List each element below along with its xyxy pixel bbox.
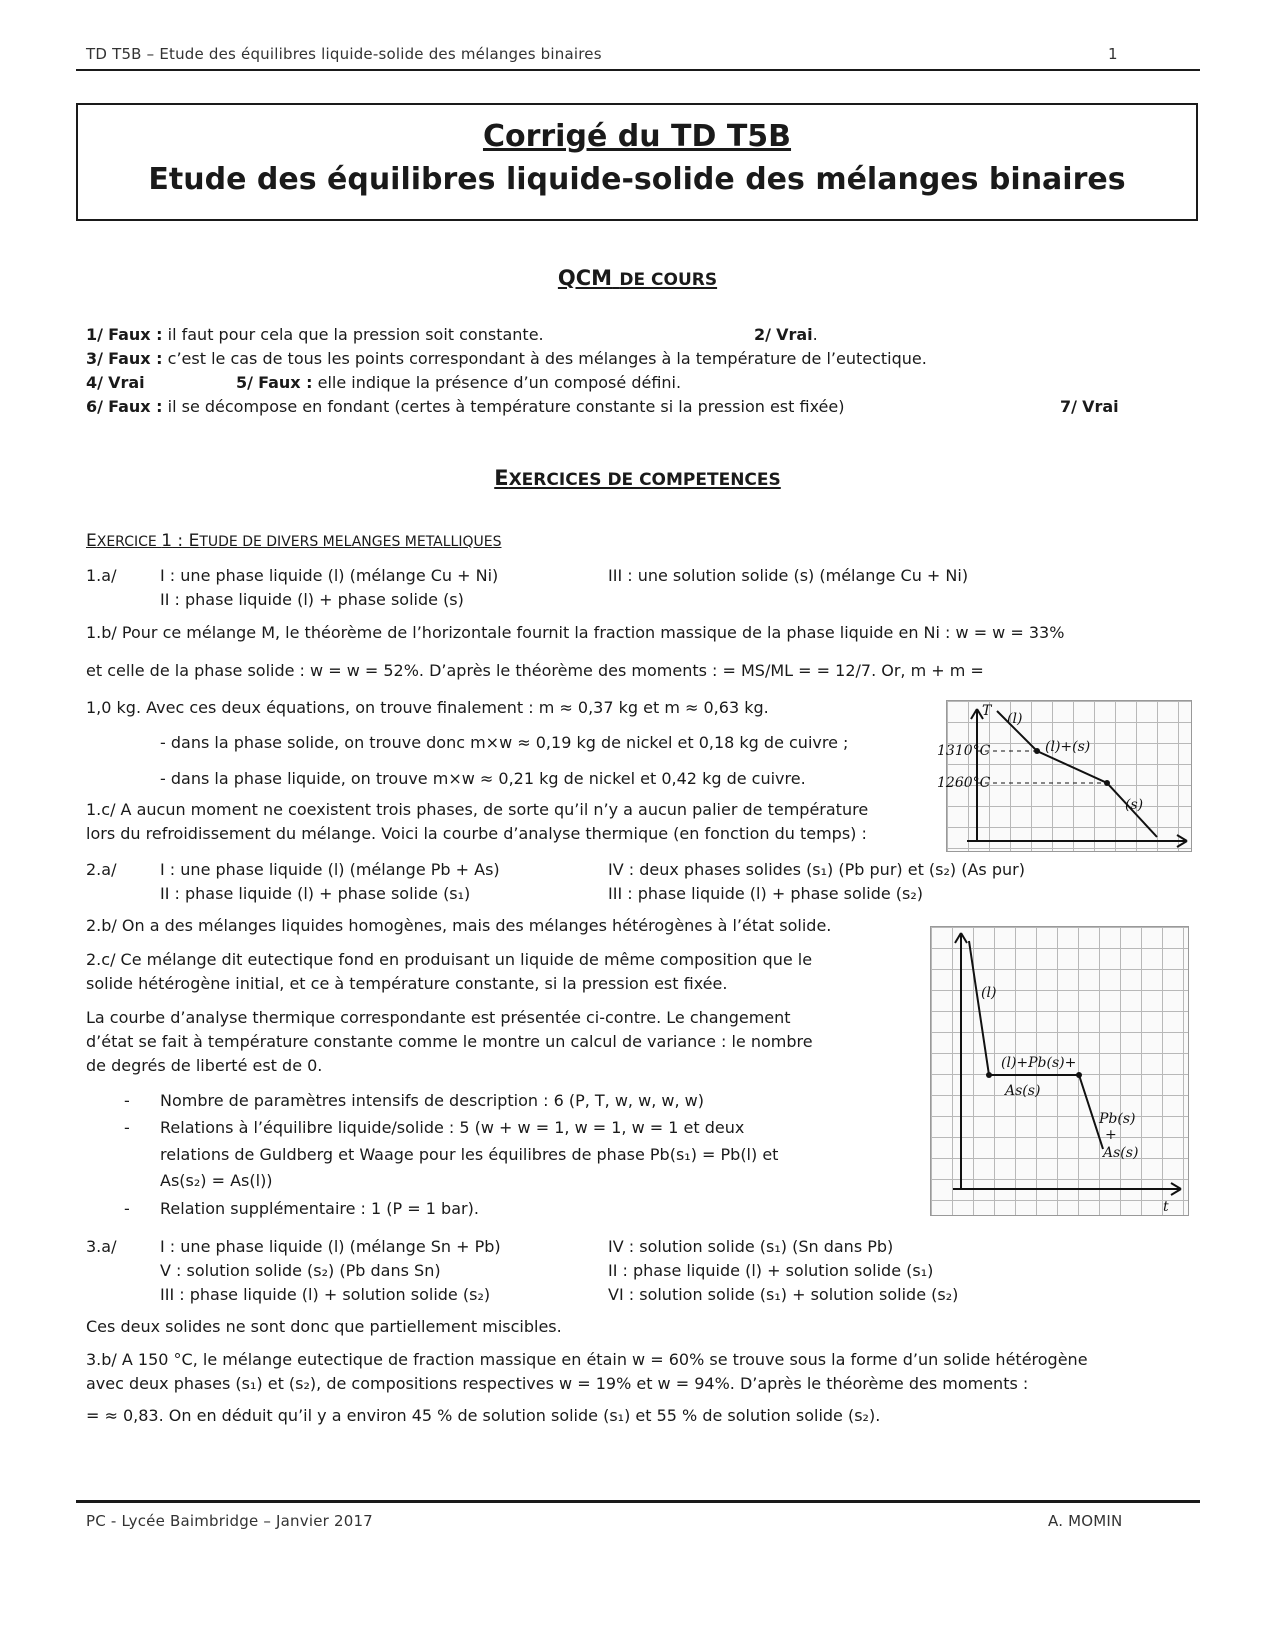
q1b-line5: - dans la phase liquide, on trouve m×w ≈ 0,21 kg de nickel et 0,42 kg de cuivre. [160,769,806,788]
q2a-II: II : phase liquide (l) + phase solide (s₁) [160,884,471,903]
q2a-III: III : phase liquide (l) + phase solide (s₂) [608,884,924,903]
qcm-line-7: 7/ Vrai [1060,397,1119,416]
q1b-line3: 1,0 kg. Avec ces deux équations, on trouve finalement : m ≈ 0,37 kg et m ≈ 0,63 kg. [86,698,769,717]
footer-rule [76,1500,1200,1503]
bullet2-line2: relations de Guldberg et Waage pour les équilibres de phase Pb(s₁) = Pb(l) et [160,1145,779,1164]
exercice1-title: EXERCICE 1 : ETUDE DE DIVERS MELANGES METALLIQUES [86,531,502,551]
header-rule [76,69,1200,71]
q3a-III: III : phase liquide (l) + solution solide (s₂) [160,1285,491,1304]
q1c-line1: 1.c/ A aucun moment ne coexistent trois phases, de sorte qu’il n’y a aucun palier de température [86,800,869,819]
q2a-I: I : une phase liquide (l) (mélange Pb + As) [160,860,500,879]
q1a-I: I : une phase liquide (l) (mélange Cu + Ni) [160,566,499,585]
thermal-analysis-sketch-2 [930,926,1189,1216]
bullet3: Relation supplémentaire : 1 (P = 1 bar). [160,1199,479,1218]
qcm-line-3: 3/ Faux : c’est le cas de tous les points correspondant à des mélanges à la température de l’eutectique. [86,349,927,368]
title-line1: Corrigé du TD T5B [482,119,792,154]
sketch2-plateau: (l)+Pb(s)+ [1001,1055,1077,1071]
sketch1-T: T [982,703,992,719]
thermal-curve-2 [931,927,1188,1215]
q3a-IV: IV : solution solide (s₁) (Sn dans Pb) [608,1237,894,1256]
q1b-line1: 1.b/ Pour ce mélange M, le théorème de l’horizontale fournit la fraction massique de la phase liquide en Ni : w = w = 33% [86,623,1065,642]
q3a-V: V : solution solide (s₂) (Pb dans Sn) [160,1261,441,1280]
qcm-line-5: 5/ Faux : elle indique la présence d’un composé défini. [236,373,682,392]
qcm-line-6: 6/ Faux : il se décompose en fondant (certes à température constante si la pression est fixée) [86,397,845,416]
q3b-line2: avec deux phases (s₁) et (s₂), de compositions respectives w = 19% et w = 94%. D’après le théorème des moments : [86,1374,1029,1393]
q3a-II: II : phase liquide (l) + solution solide (s₁) [608,1261,934,1280]
qcm-heading-main: QCM [557,266,613,290]
sketch1-s: (s) [1125,797,1144,813]
q3a-VI: VI : solution solide (s₁) + solution solide (s₂) [608,1285,959,1304]
sketch2-l: (l) [981,985,997,1001]
sketch2-pb: Pb(s) [1099,1111,1136,1127]
q1a-III: III : une solution solide (s) (mélange Cu + Ni) [608,566,969,585]
title-box [76,103,1198,221]
sketch1-ls: (l)+(s) [1045,739,1091,755]
q2c-line1: 2.c/ Ce mélange dit eutectique fond en produisant un liquide de même composition que le [86,950,813,969]
q1b-line2: et celle de la phase solide : w = w = 52%. D’après le théorème des moments : = MS/ML = = 12/7. Or, m + m = [86,661,984,680]
q2a-IV: IV : deux phases solides (s₁) (Pb pur) et (s₂) (As pur) [608,860,1025,879]
bullet3-dash: - [124,1199,130,1218]
q1b-line4: - dans la phase solide, on trouve donc m×w ≈ 0,19 kg de nickel et 0,18 kg de cuivre ; [160,733,849,752]
bullet2-dash: - [124,1118,130,1137]
q3a-conclusion: Ces deux solides ne sont donc que partiellement miscibles. [86,1317,562,1336]
sketch1-temp-high: 1310°C [937,743,991,759]
bullet1-dash: - [124,1091,130,1110]
sketch2-plus: + [1105,1127,1117,1143]
qcm-heading [0,266,1275,290]
qcm-heading-rest: DE COURS [619,270,718,290]
footer-left: PC - Lycée Baimbridge – Janvier 2017 [86,1512,373,1530]
q2b: 2.b/ On a des mélanges liquides homogènes, mais des mélanges hétérogènes à l’état solide. [86,916,832,935]
qcm-line-2: 2/ Vrai. [754,325,818,344]
title-line2: Etude des équilibres liquide-solide des mélanges binaires [148,162,1126,197]
qcm-line-4: 4/ Vrai [86,373,145,392]
bullet2-line3: As(s₂) = As(l)) [160,1171,273,1190]
q1c-line2: lors du refroidissement du mélange. Voici la courbe d’analyse thermique (en fonction du temps) : [86,824,867,843]
q3b-line1: 3.b/ A 150 °C, le mélange eutectique de fraction massique en étain w = 60% se trouve sous la forme d’un solide hétérogène [86,1350,1088,1369]
exercices-heading: EXERCICES DE COMPETENCES [494,466,781,490]
q1a-label: 1.a/ [86,566,117,585]
q3a-I: I : une phase liquide (l) (mélange Sn + Pb) [160,1237,501,1256]
q2c-line5: de degrés de liberté est de 0. [86,1056,323,1075]
qcm-line-1: 1/ Faux : il faut pour cela que la pression soit constante. [86,325,544,344]
sketch2-as: As(s) [1005,1083,1041,1099]
sketch2-as2: As(s) [1103,1145,1139,1161]
bullet2-line1: Relations à l’équilibre liquide/solide : 5 (w + w = 1, w = 1, w = 1 et deux [160,1118,745,1137]
bullet1: Nombre de paramètres intensifs de description : 6 (P, T, w, w, w, w) [160,1091,704,1110]
running-header [86,45,602,63]
sketch1-l: (l) [1007,711,1023,727]
q2c-line2: solide hétérogène initial, et ce à température constante, si la pression est fixée. [86,974,728,993]
sketch2-t: t [1163,1199,1169,1215]
q3b-line3: = ≈ 0,83. On en déduit qu’il y a environ 45 % de solution solide (s₁) et 55 % de solution solide (s₂). [86,1406,881,1425]
q1a-II: II : phase liquide (l) + phase solide (s) [160,590,464,609]
q2c-line3: La courbe d’analyse thermique correspondante est présentée ci-contre. Le changement [86,1008,791,1027]
footer-right: A. MOMIN [1048,1512,1123,1530]
sketch1-temp-low: 1260°C [937,775,991,791]
running-title: TD T5B – Etude des équilibres liquide-solide des mélanges binaires [86,45,602,63]
q3a-label: 3.a/ [86,1237,117,1256]
q2a-label: 2.a/ [86,860,117,879]
thermal-analysis-sketch-1 [937,700,1192,852]
thermal-curve-1 [937,701,1191,851]
page-number: 1 [1108,45,1118,63]
q2c-line4: d’état se fait à température constante comme le montre un calcul de variance : le nombre [86,1032,813,1051]
